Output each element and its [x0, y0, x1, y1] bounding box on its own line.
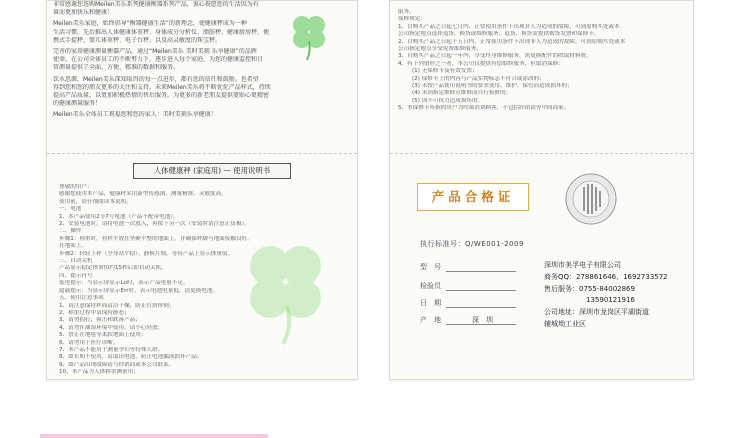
intro-line: 得到您和您的朋友更多的关注和支持。未来Meilen美乐将不断优化产品样式，持续: [53, 83, 271, 91]
manual-line: 2、称重过程中请保持静态；: [59, 309, 130, 316]
manual-line: 3、请勿拍打，撞击和跌落产品；: [59, 317, 141, 324]
manual-line: 6、请勿用于医疗诊断。: [59, 339, 119, 346]
manual-line: 4、请勿在潮湿环境中使用，请小心轻放；: [59, 324, 164, 331]
bottom-accent-bar: [40, 434, 268, 438]
manual-line: 步骤1：称重时，将秤平放在坚硬平整的地面上，并确保秤脚与地面接触良好。: [59, 235, 253, 242]
intro-line: Meilen美乐家庭，始终倡导“衡器健康生活”的新理念，使健康秤成为一种: [53, 20, 247, 28]
intro-line: 提高产品质量，以更加积极热情的售后服务，为更多的新老朋友提供更贴心更精密: [53, 92, 270, 100]
standard-number: 执行标准号：Q/WE001-2009: [420, 240, 524, 248]
intro-line: 完善的家用健康测量衡器产品，通过“Meilen美乐 美时美刻 乐享健康”的品牌: [53, 48, 257, 56]
four-leaf-clover-icon: [287, 11, 331, 61]
manual-line: 感谢您使用本产品，健康秤采用新型传感器，测量精准，灵敏度高，: [59, 191, 227, 198]
intro-line: 常测量提供了全面、方便、精准的数据和服务。: [53, 64, 180, 72]
manual-line: 1、本产品使用2节7号电池（产品不配带电池）。: [59, 213, 179, 220]
manual-line: 超载提示：当显示屏显示Err时，表示电池电量低，请更换电池。: [59, 287, 219, 294]
manual-line: 使用前，请仔细阅读本说明。: [59, 198, 132, 205]
company-qq: 商务QQ：278861646、1692733572: [544, 272, 668, 281]
warranty-line: (2) 保修卡上的内容与产品实物标志不符合或涂改的；: [412, 75, 545, 82]
perforation-line: [390, 153, 693, 154]
intro-line: 非常感谢您选购Meilen美乐系列健康衡器系列产品，衷心祝愿您的生活因为有: [53, 1, 259, 8]
warranty-text: [398, 9, 688, 113]
field-label-model: 型 号: [420, 263, 441, 271]
field-label-inspector: 检验员: [420, 282, 441, 290]
company-name: 深圳市美孚电子有限公司: [544, 261, 621, 269]
manual-line: 2、安装电池时，请将电池一次放入，再按下另一次（安装时请注意正负极）。: [59, 221, 250, 228]
manual-line: 7、本产品不能用于测量孕妇等特殊人群；: [59, 346, 164, 353]
company-info: [544, 260, 692, 331]
manual-line: 一、电池: [59, 206, 82, 213]
manual-line: 步骤2：轻轻上秤（全身站平稳），静候片刻，等待产品上显示体重值。: [59, 250, 234, 257]
intro-line: 饮水思源，Meilen美乐深知取得的每一点进步，都有您的信任和鼓励。也希望: [53, 75, 259, 83]
intro-line: 生活习惯。先后推出人体健康体重秤、身体成分分析仪、脂肪秤、健康厨房秤、便: [53, 28, 270, 36]
warranty-line: 保修规定：: [398, 16, 426, 23]
manual-line: 8、如长期不使用，请取出电池，防止电池漏液损坏产品；: [59, 354, 203, 361]
warranty-line: 1、自购买产品之日起七日内，正常使用条件下出现非人为造成的故障，可到原购买处或本: [398, 23, 620, 30]
warranty-line: 服务。: [398, 9, 415, 15]
warranty-line: 公司指定地点选择退货、换货或维修服务。退货、换货需提供购货发票和保修卡。: [398, 31, 600, 38]
warranty-line: 2、自购买产品之日起十五日内，正常使用条件下出现非人为造成的故障，可到原购买处或本: [398, 38, 626, 45]
manual-line: 三、自动关机: [59, 258, 93, 265]
manual-line: 1、请注意保持秤面清洁干燥，防止打滑摔倒；: [59, 302, 175, 309]
intro-line: 携式手提秤、婴儿体重秤、电子台秤，以及高灵敏度的珠宝秤。: [53, 36, 222, 44]
field-line: [446, 290, 516, 291]
warranty-line: (5) 因不可抗力造成损坏的。: [412, 97, 484, 104]
warranty-line: (1) 无保修卡及有效发票；: [412, 68, 478, 75]
company-mobile: 13590121916: [586, 296, 635, 305]
quality-seal-icon: [564, 172, 618, 226]
intro-line: Meilen美乐全体员工祝福您和您的家人：美时美刻乐享健康！: [53, 111, 217, 119]
certificate-title-box: [417, 183, 529, 211]
manual-line: 产品显示稳定体重值约15秒后即自动关机。: [59, 265, 167, 272]
intro-line: 的健康测量服务！: [53, 100, 102, 108]
manual-line: 二、操作: [59, 228, 82, 235]
perforation-line: [47, 153, 357, 154]
company-address: 公司地址：深圳市龙岗区平湖街道: [544, 308, 649, 317]
warranty-line: 4、有下列情形之一者，本公司仅提供有偿维修服务，但取消保修：: [398, 60, 564, 67]
field-line: [446, 324, 516, 325]
warranty-line: 公司指定地点享受免费维修服务。: [398, 46, 482, 53]
field-line: [446, 271, 516, 272]
four-leaf-clover-icon: [237, 236, 337, 346]
manual-title: 人体健康秤 (家庭用) — 使用说明书: [133, 163, 291, 179]
manual-line: 低电提示：当显示屏显示Lo时，表示产品电量不足。: [59, 280, 189, 287]
certificate-title: 产品合格证: [431, 189, 515, 204]
manual-line: 5、禁止在地毯等柔软地面上使用；: [59, 332, 147, 339]
instruction-sheet: [46, 0, 358, 380]
field-label-origin: 产 地: [420, 316, 441, 324]
warranty-line: (4) 未到指定维修点维修而自行拆修的；: [412, 90, 512, 97]
manual-line: 四、提示符号: [59, 272, 93, 279]
company-address-2: 辅城坳工业区: [544, 319, 586, 328]
warranty-line: (3) 未按产品使用说明书的要求使用、维护、保管而造成损坏的；: [412, 83, 573, 90]
intro-line: 使命，在公司全体员工的不断努力下，逐步进入每个家庭，为您的健康监控和日: [53, 56, 264, 64]
warranty-line: 5、本保修卡所指的用户为终端消费顾客，不包括经销商等中间商家。: [398, 105, 570, 112]
field-label-date: 日 期: [420, 299, 441, 307]
manual-line: 9、如产品出现故障请与经销商或本公司联系。: [59, 361, 175, 368]
warranty-line: 3、自购买产品之日起一年内，享受终身维修服务，需更换配件的收取材料费。: [398, 53, 592, 60]
manual-line: 10、本产品为人体称重测量用；: [59, 369, 139, 376]
manual-line: 在地面上。: [59, 243, 87, 250]
field-line: [446, 307, 516, 308]
field-value-origin: 深 圳: [472, 316, 493, 324]
company-service-phone: 售后服务：0755-84002869: [544, 284, 635, 293]
manual-line: 五、使用注意事项: [59, 295, 104, 302]
manual-line: 尊敬的用户：: [59, 184, 93, 190]
intro-line: 量而更加快乐和健康！: [53, 9, 114, 17]
